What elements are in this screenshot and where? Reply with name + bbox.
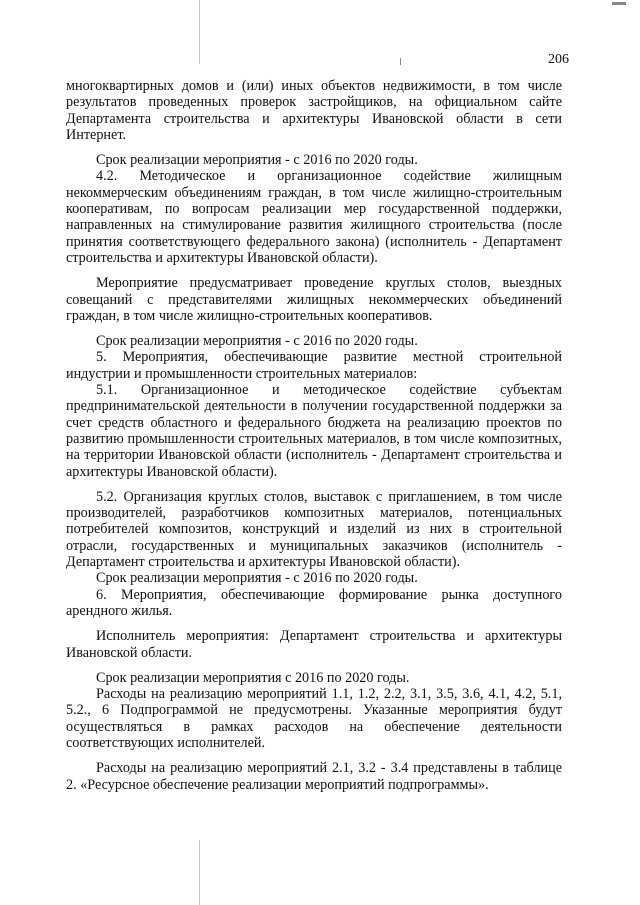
paragraph-term: Срок реализации мероприятия с 2016 по 2020 годы. [96, 669, 410, 686]
page-number: 206 [548, 52, 569, 67]
paragraph-term: Срок реализации мероприятия - с 2016 по 2020 годы. [96, 333, 418, 350]
scan-artifact-mark [400, 58, 401, 65]
scan-artifact-line [199, 840, 200, 905]
scan-artifact-line [199, 0, 200, 64]
paragraph-executor: Исполнитель мероприятия: Департамент строительства и архитектуры Ивановской области. [66, 628, 562, 661]
document-body [66, 78, 562, 802]
paragraph-measure-description: Мероприятие предусматривает проведение круглых столов, выездных совещаний с представителями жилищных некоммерческих объединений граждан, в том числе жилищно-строительных кооперативов. [66, 275, 562, 324]
paragraph-expenses-none: Расходы на реализацию мероприятий 1.1, 1.2, 2.2, 3.1, 3.5, 3.6, 4.1, 4.2, 5.1, 5.2., 6 Подпрограммой не предусмотрены. Указанные мероприятия будут осуществляться в рамках расходов на обеспечение деятельности соответствующих исполнителей. [66, 686, 562, 751]
paragraph-term: Срок реализации мероприятия - с 2016 по 2020 годы. [96, 152, 418, 169]
paragraph-measure-5: 5. Мероприятия, обеспечивающие развитие местной строительной индустрии и промышленности строительных материалов: [66, 349, 562, 382]
paragraph-expenses-table: Расходы на реализацию мероприятий 2.1, 3.2 - 3.4 представлены в таблице 2. «Ресурсное обеспечение реализации мероприятий подпрограммы». [66, 760, 562, 793]
scan-artifact-mark [612, 2, 626, 5]
paragraph-measure-4-2: 4.2. Методическое и организационное содействие жилищным некоммерческим объединениям граждан, в том числе жилищно-строительным кооперативам, по вопросам реализации мер государственной поддержки, направленных на стимулирование развития жилищного строительства (после принятия соответствующего федерального закона) (исполнитель - Департамент строительства и архитектуры Ивановской области). [66, 168, 562, 266]
paragraph-measure-5-2: 5.2. Организация круглых столов, выставок с приглашением, в том числе производителей, разработчиков композитных материалов, потенциальных потребителей композитов, конструкций и изделий из них в строительной отрасли, государственных и муниципальных заказчиков (исполнитель - Департамент строительства и архитектуры Ивановской области). [66, 488, 562, 571]
paragraph-measure-5-1: 5.1. Организационное и методическое содействие субъектам предпринимательской деятельности в получении государственной поддержки за счет средств областного и федерального бюджета на реализацию проектов по развитию промышленности строительных материалов, в том числе композитных, на территории Ивановской области (исполнитель - Департамент строительства и архитектуры Ивановской области). [66, 382, 562, 480]
paragraph-term: Срок реализации мероприятия - с 2016 по 2020 годы. [96, 570, 418, 587]
paragraph-measure-6: 6. Мероприятия, обеспечивающие формирование рынка доступного арендного жилья. [66, 586, 562, 619]
paragraph-intro: многоквартирных домов и (или) иных объектов недвижимости, в том числе результатов проведенных проверок застройщиков, на официальном сайте Департамента строительства и архитектуры Ивановской области в сети Интернет. [66, 78, 562, 143]
